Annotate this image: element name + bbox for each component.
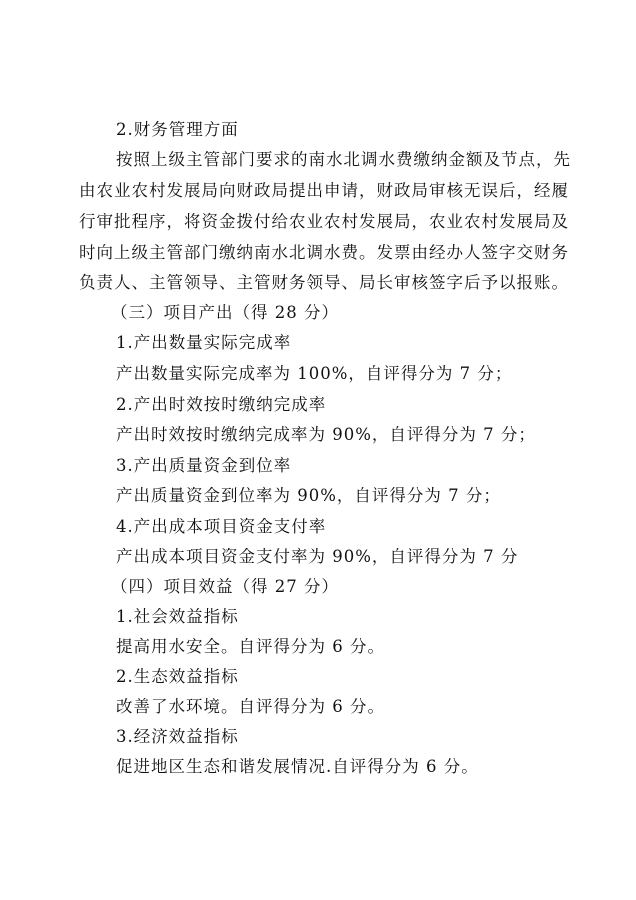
benefit-item-text: 改善了水环境。自评得分为 6 分。	[116, 697, 385, 716]
output-item-heading: 2.产出时效按时缴纳完成率	[116, 395, 327, 414]
output-item-heading: 1.产出数量实际完成率	[116, 333, 292, 352]
benefit-item-heading: 2.生态效益指标	[116, 667, 239, 686]
financial-paragraph-line: 负责人、主管领导、主管财务领导、局长审核签字后予以报账。	[79, 273, 569, 292]
benefit-item-heading: 3.经济效益指标	[116, 727, 239, 746]
benefit-item-heading: 1.社会效益指标	[116, 607, 239, 626]
financial-paragraph-line: 按照上级主管部门要求的南水北调水费缴纳金额及节点，先	[116, 150, 571, 169]
output-item-text: 产出成本项目资金支付率为 90%，自评得分为 7 分	[116, 547, 519, 566]
section-benefit-title: （四）项目效益（得 27 分）	[111, 577, 339, 596]
output-item-heading: 3.产出质量资金到位率	[116, 456, 292, 475]
output-item-text: 产出质量资金到位率为 90%，自评得分为 7 分；	[116, 486, 501, 505]
financial-heading: 2.财务管理方面	[116, 120, 239, 139]
benefit-item-text: 促进地区生态和谐发展情况.自评得分为 6 分。	[116, 757, 479, 776]
output-item-text: 产出时效按时缴纳完成率为 90%，自评得分为 7 分；	[116, 425, 536, 444]
output-item-heading: 4.产出成本项目资金支付率	[116, 517, 327, 536]
financial-paragraph-line: 行审批程序，将资金拨付给农业农村发展局，农业农村发展局及	[79, 212, 569, 231]
section-output-title: （三）项目产出（得 28 分）	[111, 303, 339, 322]
benefit-item-text: 提高用水安全。自评得分为 6 分。	[116, 637, 385, 656]
output-item-text: 产出数量实际完成率为 100%，自评得分为 7 分；	[116, 364, 513, 383]
financial-paragraph-line: 时向上级主管部门缴纳南水北调水费。发票由经办人签字交财务	[79, 243, 569, 262]
financial-paragraph-line: 由农业农村发展局向财政局提出申请，财政局审核无误后，经履	[79, 181, 569, 200]
